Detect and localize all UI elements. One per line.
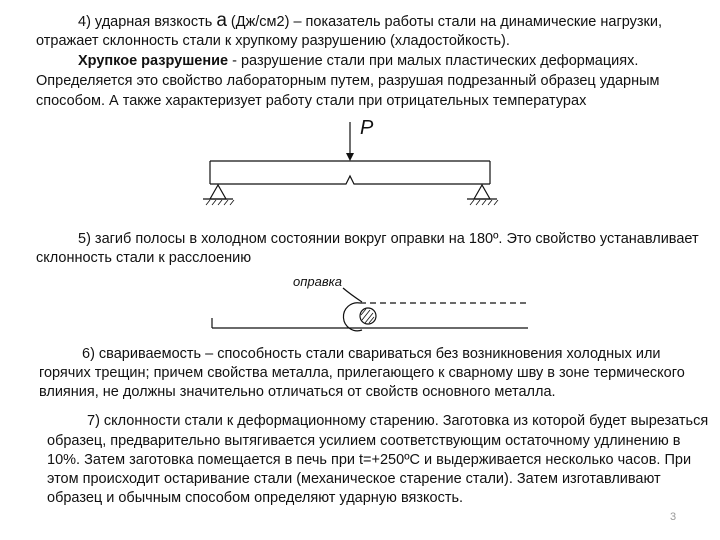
s6-line2: горячих трещин; причем свойства металла, прилегающего к сварному шву в зоне термического	[39, 365, 685, 381]
s6-line1: 6) свариваемость – способность стали свариваться без возникновения холодных или	[82, 346, 661, 362]
s5-line2: склонность стали к расслоению	[36, 250, 252, 266]
s4-line2: отражает склонность стали к хрупкому разрушению (хладостойкость).	[36, 33, 510, 49]
s4-line5: способом. А также характеризует работу стали при отрицательных температурах	[36, 93, 587, 109]
force-label: P	[360, 117, 374, 139]
s7-line3: 10%. Затем заготовка помещается в печь при t=+250ºC и выдерживается несколько часов. При	[47, 452, 692, 468]
s7-line5: образец и обычным способом определяют ударную вязкость.	[47, 490, 464, 506]
left-support	[210, 185, 226, 199]
mandrel	[360, 308, 376, 324]
brittle-rest: - разрушение стали при малых пластических деформациях.	[228, 53, 639, 69]
s7-line1: 7) склонности стали к деформационному старению. Заготовка из которой будет вырезаться	[87, 413, 709, 429]
label-leader	[343, 288, 362, 302]
page-number: 3	[670, 511, 677, 523]
s5-line1: 5) загиб полосы в холодном состоянии вокруг оправки на 180º. Это свойство устанавливает	[78, 231, 699, 247]
s4-line4: Определяется это свойство лабораторным путем, разрушая подрезанный образец ударным	[36, 73, 660, 89]
s6-line3: влияния, не должны значительно отличаться от свойств основного металла.	[39, 384, 556, 400]
brittle-title: Хрупкое разрушение	[78, 53, 229, 69]
s4-intro: 4) ударная вязкость	[78, 14, 217, 30]
specimen-beam-bottom	[210, 176, 490, 184]
s4-rest: (Дж/см2) – показатель работы стали на динамические нагрузки,	[226, 14, 663, 30]
mandrel-label: оправка	[293, 274, 342, 289]
impact-symbol: a	[216, 10, 227, 31]
s7-line2: образец, предварительно вытягивается усилием соответствующим остаточному удлинению в	[47, 433, 681, 449]
right-support	[474, 185, 490, 199]
s7-line4: этом происходит остаривание стали (механическое старение стали). Затем изготавливают	[47, 471, 661, 487]
strip-bend	[343, 303, 362, 331]
